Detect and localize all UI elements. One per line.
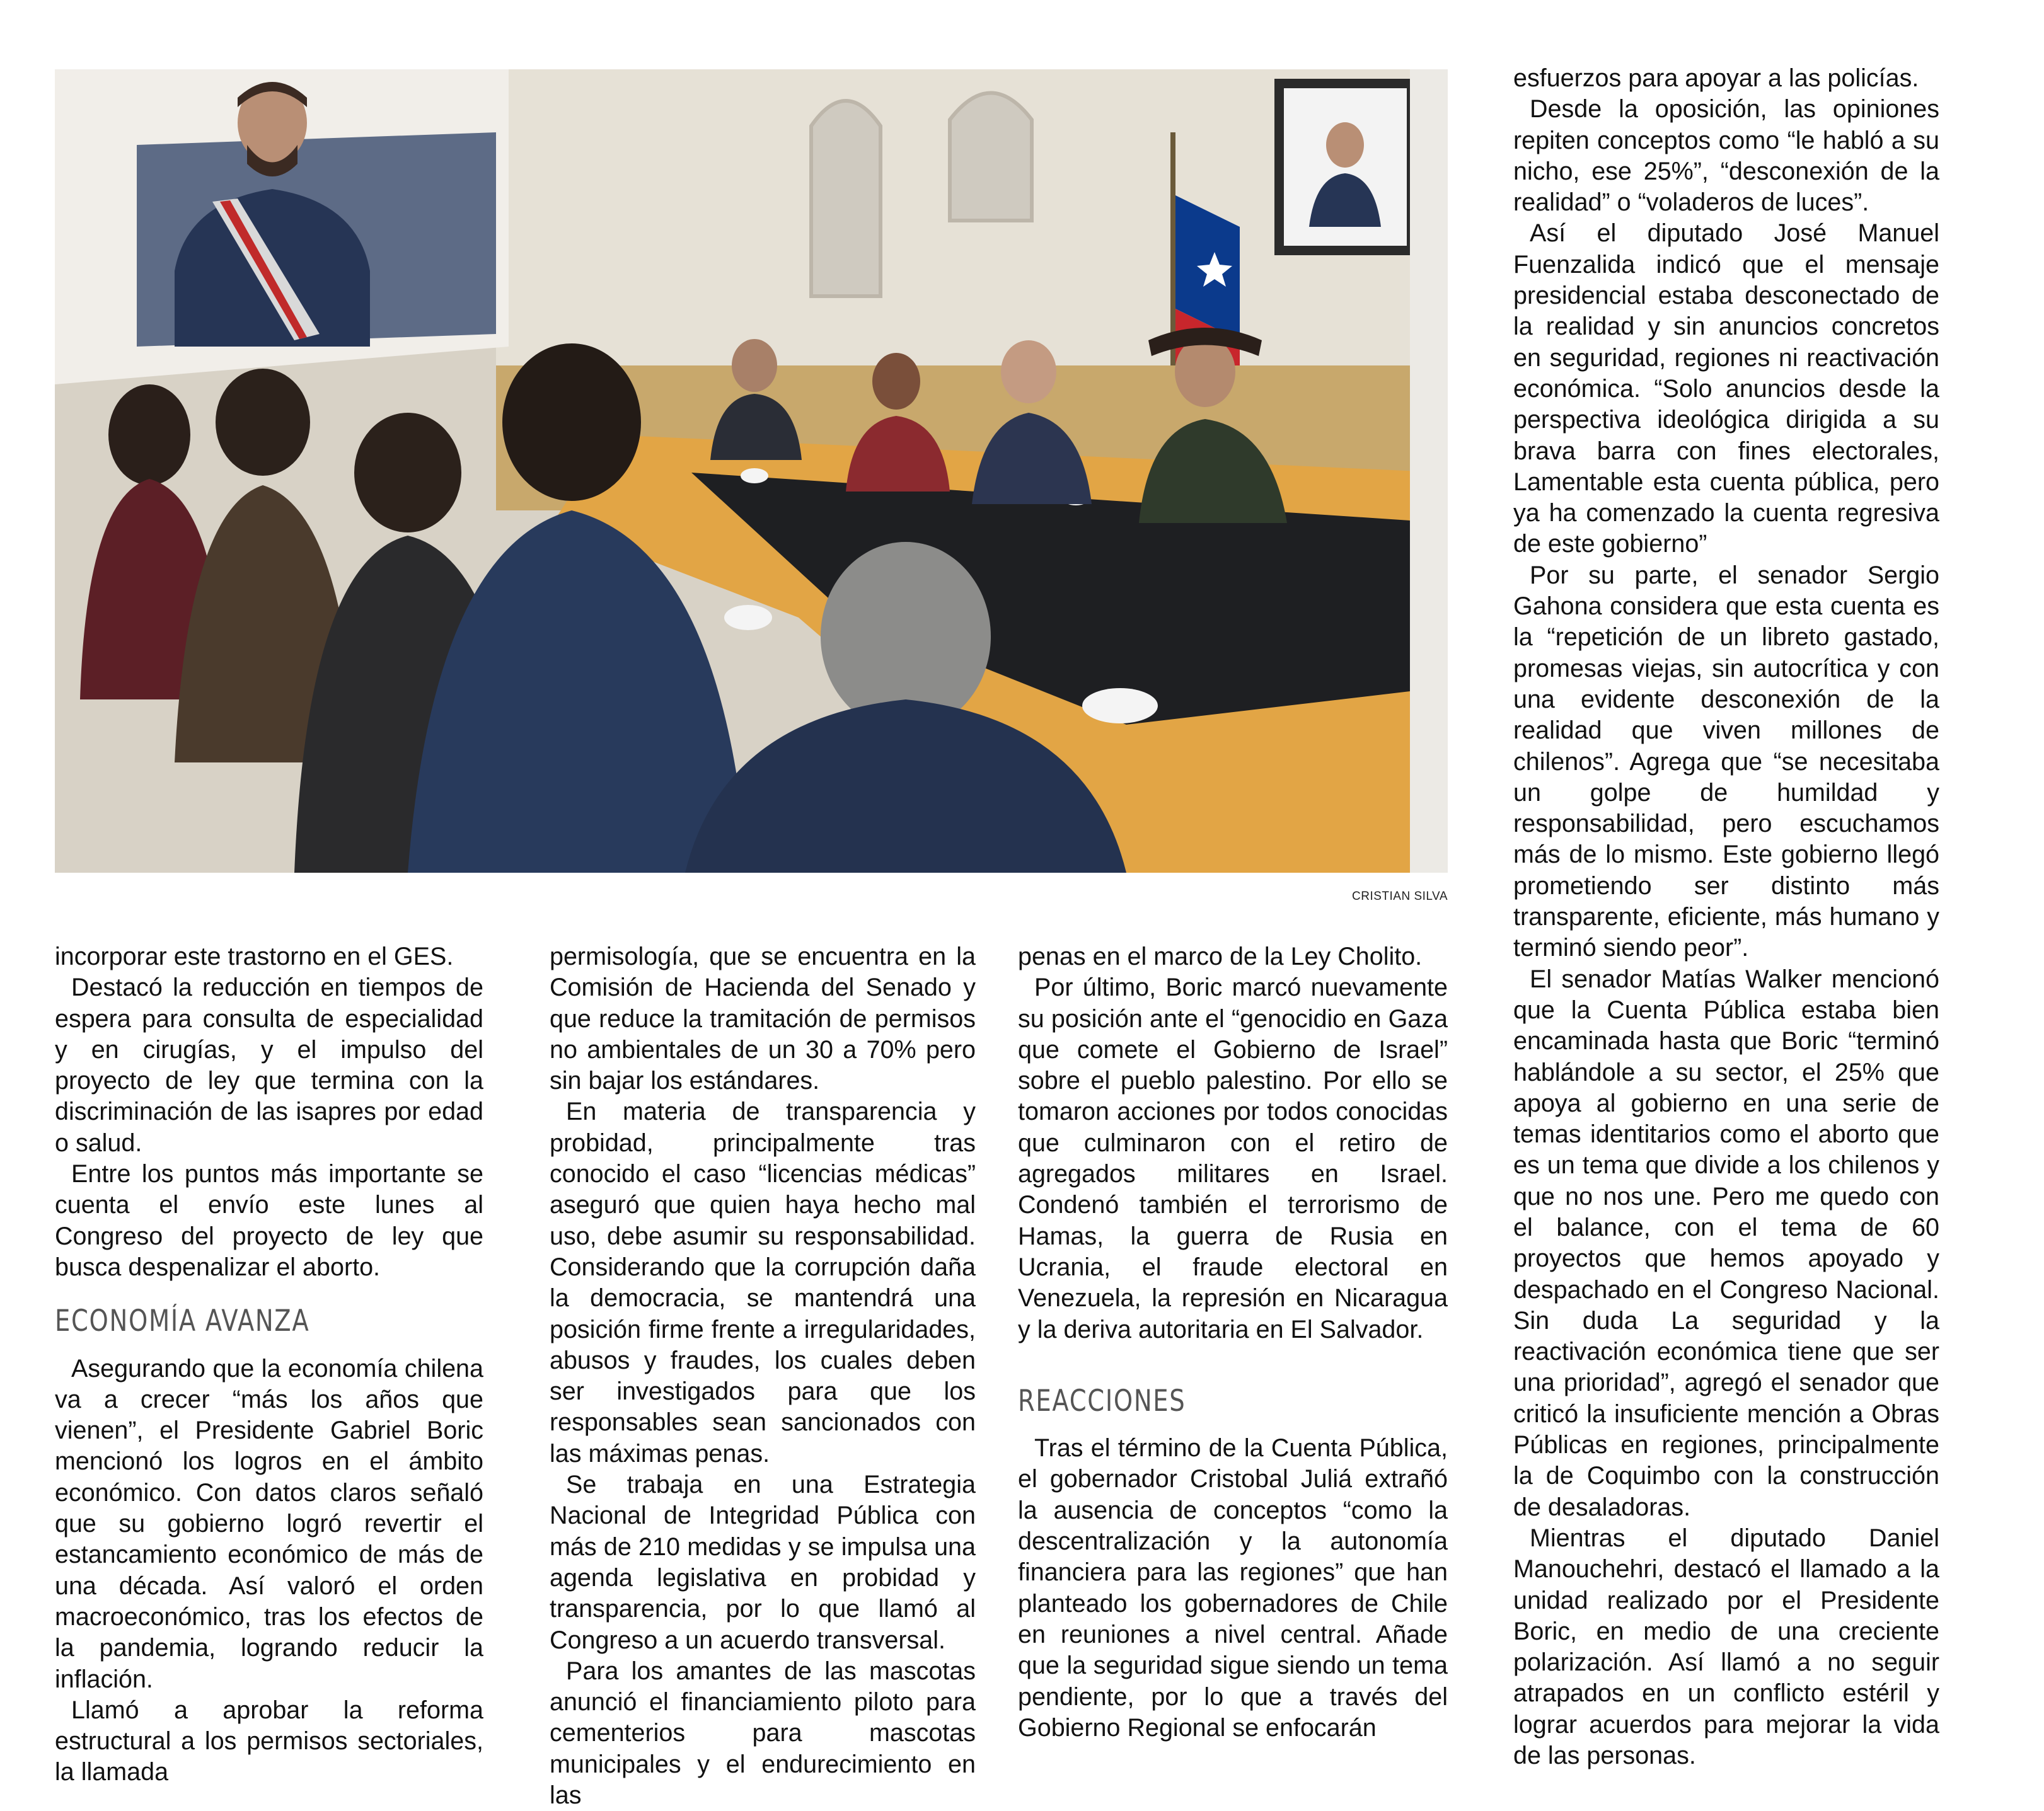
- paragraph: Asegurando que la economía chilena va a crecer “más los años que vienen”, el Presidente Gabriel Boric mencionó los logros en el ámbito económico. Con datos claros señaló que su gobierno logró revertir el estancamiento económico de más de una década. Así valoró el orden macroeconómico, tras los efectos de la pandemia, logrando reducir la inflación.: [55, 1354, 483, 1693]
- news-photo: [55, 69, 1448, 873]
- meeting-photo-illustration: [55, 69, 1448, 873]
- paragraph: El senador Matías Walker mencionó que la Cuenta Pública estaba bien encaminada hasta que Boric “terminó hablándole a su sector, el 25% que apoya al gobierno en una serie de temas identitarios como el aborto que es un tema que divide a los chilenos y que no nos une. Pero me quedo con el balance, con el tema de 60 proyectos que hemos apoyado y despachado en el Congreso Nacional. Sin duda La seguridad y la reactivación económica tiene que ser una prioridad”, agregó el senador que criticó la insuficiente mención a Obras Públicas en regiones, principalmente la de Coquimbo con la construcción de desaladoras.: [1513, 965, 1939, 1521]
- paragraph: incorporar este trastorno en el GES.: [55, 943, 454, 970]
- paragraph: permisología, que se encuentra en la Comisión de Hacienda del Senado y que reduce la tramitación de permisos no ambientales de un 30 a 70% pero sin bajar los estándares.: [550, 943, 976, 1095]
- paragraph: Mientras el diputado Daniel Manouchehri, destacó el llamado a la unidad realizado por el Presidente Boric, en medio de una creciente polarización. Así llamó a no seguir atrapados en un conflicto estéril y lograr acuerdos para mejorar la vida de las personas.: [1513, 1524, 1939, 1770]
- paragraph: Por su parte, el senador Sergio Gahona considera que esta cuenta es la “repetición de un libreto gastado, promesas viejas, sin autocrítica y con una evidente desconexión de la realidad que viven millones de chilenos”. Agrega que “se necesitaba un golpe de humildad y responsabilidad, pero escuchamos más de lo mismo. Este gobierno llegó prometiendo ser distinto más transparente, eficiente, más humano y terminó siendo peor”.: [1513, 561, 1939, 962]
- article-column-1: [55, 941, 483, 1788]
- paragraph: Para los amantes de las mascotas anunció el financiamiento piloto para cementerios para mascotas municipales y el endurecimiento en las: [550, 1657, 976, 1810]
- paragraph: Destacó la reducción en tiempos de espera para consulta de especialidad y en cirugías, y el impulso del proyecto de ley que termina con la discriminación de las isapres por edad o salud.: [55, 974, 483, 1157]
- paragraph: Se trabaja en una Estrategia Nacional de Integridad Pública con más de 210 medidas y se impulsa una agenda legislativa en probidad y transparencia, por lo que llamó al Congreso a un acuerdo transversal.: [550, 1471, 976, 1654]
- paragraph: penas en el marco de la Ley Cholito.: [1018, 943, 1423, 970]
- article-column-4: [1513, 63, 1939, 1771]
- paragraph: Entre los puntos más importante se cuenta el envío este lunes al Congreso del proyecto de ley que busca despenalizar el aborto.: [55, 1160, 483, 1281]
- paragraph: En materia de transparencia y probidad, principalmente tras conocido el caso “licencias médicas” aseguró que quien haya hecho mal uso, debe asumir su responsabilidad. Considerando que la corrupción daña la democracia, se mantendrá una posición firme frente a irregularidades, abusos y fraudes, los cuales deben ser investigados para que los responsables sean sancionados con las máximas penas.: [550, 1098, 976, 1468]
- paragraph: Llamó a aprobar la reforma estructural a los permisos sectoriales, la llamada: [55, 1696, 483, 1786]
- paragraph: esfuerzos para apoyar a las policías.: [1513, 64, 1919, 92]
- section-heading-reacciones: REACCIONES: [1018, 1383, 1186, 1418]
- section-heading-economia: ECONOMÍA AVANZA: [55, 1304, 310, 1339]
- photo-credit: CRISTIAN SILVA: [1352, 890, 1448, 903]
- paragraph: Por último, Boric marcó nuevamente su posición ante el “genocidio en Gaza que comete el Gobierno de Israel” sobre el pueblo palestino. Por ello se tomaron acciones por todos conocidas que culminaron con el retiro de agregados militares en Israel. Condenó también el terrorismo de Hamas, la guerra de Rusia en Ucrania, el fraude electoral en Venezuela, la represión en Nicaragua y la deriva autoritaria en El Salvador.: [1018, 974, 1448, 1343]
- paragraph: Desde la oposición, las opiniones repiten conceptos como “le habló a su nicho, ese 25%”, “desconexión de la realidad” o “voladeros de luces”.: [1513, 95, 1939, 217]
- article-column-2: [550, 941, 976, 1811]
- paragraph: Así el diputado José Manuel Fuenzalida indicó que el mensaje presidencial estaba desconectado de la realidad y sin anuncios concretos en seguridad, regiones ni reactivación económica. “Solo anuncios desde la perspectiva ideológica dirigida a su brava barra con fines electorales, Lamentable esta cuenta pública, pero ya ha comenzado la cuenta regresiva de este gobierno”: [1513, 219, 1939, 558]
- paragraph: Tras el término de la Cuenta Pública, el gobernador Cristobal Juliá extrañó la ausencia de conceptos “como la descentralización y la autonomía financiera para las regiones” que han planteado los gobernadores de Chile en reuniones a nivel central. Añade que la seguridad sigue siendo un tema pendiente, por lo que a través del Gobierno Regional se enfocarán: [1018, 1434, 1448, 1742]
- article-column-3: [1018, 941, 1448, 1744]
